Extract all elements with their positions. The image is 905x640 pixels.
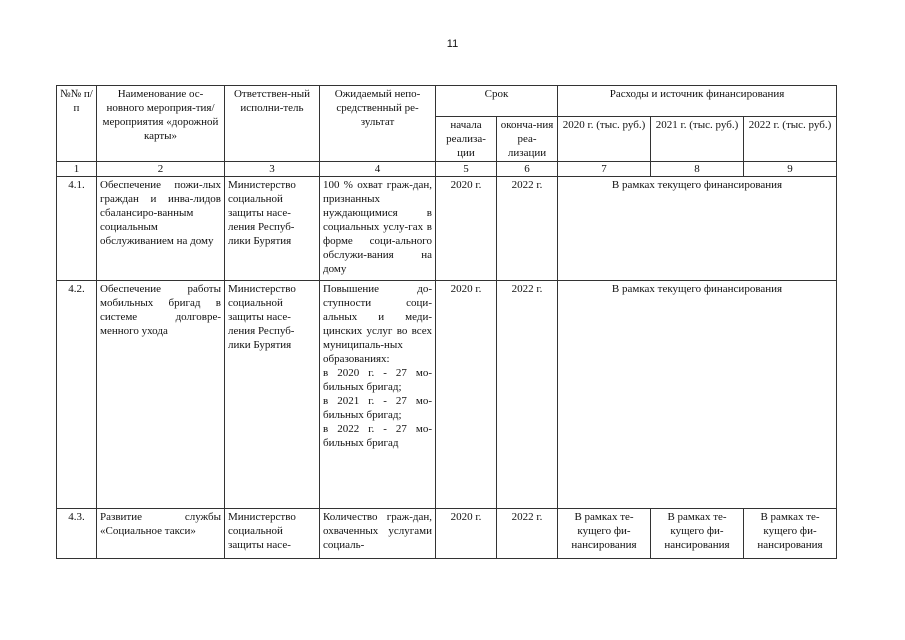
row-start: 2020 г. (436, 177, 497, 281)
row-finance: В рамках текущего финансирования (558, 281, 837, 509)
row-end: 2022 г. (497, 177, 558, 281)
row-finance-2021: В рамках те-кущего фи-нансирования (651, 509, 744, 559)
row-name: Обеспечение работы мобильных бригад в системе долговре-менного ухода (97, 281, 225, 509)
row-end: 2022 г. (497, 509, 558, 559)
row-end: 2022 г. (497, 281, 558, 509)
header-year-2022: 2022 г. (тыс. руб.) (744, 117, 837, 162)
header-num: №№ п/п (57, 86, 97, 162)
result-line: Повышение до-ступности соци-альных и меди-цинских услуг во всех муниципаль-ных образованиях: (323, 283, 432, 365)
header-term-start: начала реализа-ции (436, 117, 497, 162)
row-executor: Министерство социальной защиты насе-ления Респуб-лики Бурятия (225, 281, 320, 509)
page-number: 11 (446, 38, 459, 50)
result-line: в 2021 г. - 27 мо-бильных бригад; (323, 395, 432, 421)
table-row (57, 281, 837, 509)
row-executor: Министерство социальной защиты насе-ления Респуб-лики Бурятия (225, 177, 320, 281)
column-number: 6 (497, 162, 558, 177)
header-executor: Ответствен-ный исполни-тель (225, 86, 320, 162)
column-number: 9 (744, 162, 837, 177)
header-term: Срок (436, 86, 558, 117)
header-term-end: оконча-ния реа-лизации (497, 117, 558, 162)
row-result (320, 281, 436, 509)
row-finance: В рамках текущего финансирования (558, 177, 837, 281)
row-name: Развитие службы «Социальное такси» (97, 509, 225, 559)
row-name: Обеспечение пожи-лых граждан и инва-лидов сбалансиро-ванным социальным обслуживанием на дому (97, 177, 225, 281)
column-number: 5 (436, 162, 497, 177)
result-line: в 2020 г. - 27 мо-бильных бригад; (323, 367, 432, 393)
header-year-2021: 2021 г. (тыс. руб.) (651, 117, 744, 162)
header-year-2020: 2020 г. (тыс. руб.) (558, 117, 651, 162)
row-finance-2020: В рамках те-кущего фи-нансирования (558, 509, 651, 559)
header-row (57, 86, 837, 117)
column-number: 7 (558, 162, 651, 177)
row-start: 2020 г. (436, 509, 497, 559)
row-result: Количество граж-дан, охваченных услугами социаль- (320, 509, 436, 559)
row-result: 100 % охват граж-дан, признанных нуждающимися в социальных услу-гах в форме соци-ального обслужи-вания на дому (320, 177, 436, 281)
row-number: 4.3. (57, 509, 97, 559)
roadmap-table (56, 85, 837, 559)
row-number: 4.2. (57, 281, 97, 509)
table-row (57, 509, 837, 559)
column-number: 2 (97, 162, 225, 177)
header-finance: Расходы и источник финансирования (558, 86, 837, 117)
result-line: в 2022 г. - 27 мо-бильных бригад (323, 423, 432, 449)
column-number: 1 (57, 162, 97, 177)
row-finance-2022: В рамках те-кущего фи-нансирования (744, 509, 837, 559)
column-number: 4 (320, 162, 436, 177)
column-number: 8 (651, 162, 744, 177)
row-number: 4.1. (57, 177, 97, 281)
row-start: 2020 г. (436, 281, 497, 509)
table-row (57, 177, 837, 281)
header-result: Ожидаемый непо-средственный ре-зультат (320, 86, 436, 162)
row-executor: Министерство социальной защиты насе- (225, 509, 320, 559)
header-name: Наименование ос-новного мероприя-тия/мероприятия «дорожной карты» (97, 86, 225, 162)
column-number: 3 (225, 162, 320, 177)
column-number-row (57, 162, 837, 177)
